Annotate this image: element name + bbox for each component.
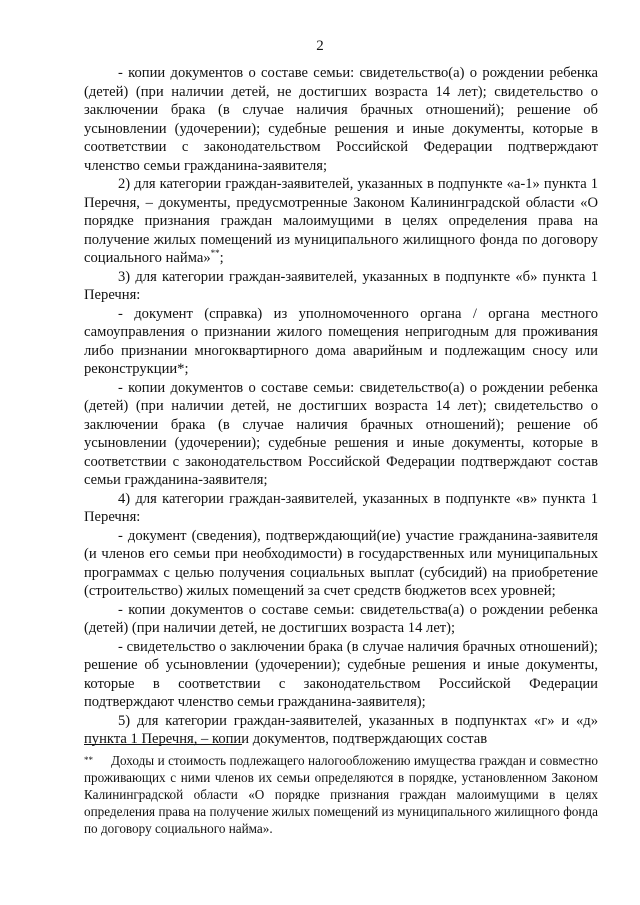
paragraph-program-participation: - документ (сведения), подтверждающий(ие) участие гражданина-заявителя (и членов его семьи при необходимости) в государственных или муниципальных программах с целью получения социальных выплат (субсидий) на приобретение (строительство) жилых помещений за счет средств бюджетов всех уровней;	[84, 527, 598, 599]
paragraph-marriage-certificate: - свидетельство о заключении брака (в случае наличия брачных отношений); решение об усыновлении (удочерении); судебные решения и иные документы, которые в соответствии с законодательством Российской Федерации подтверждают членство семьи гражданина-заявителя);	[84, 638, 598, 710]
footnote-reference: **	[210, 248, 220, 259]
paragraph-family-docs-1: - копии документов о составе семьи: свидетельство(а) о рождении ребенка (детей) (при наличии детей, не достигших возраста 14 лет); свидетельство о заключении брака (в случае наличия брачных отношений); решение об усыновлении (удочерении); судебные решения и иные документы, которые в соответствии с законодательством Российской Федерации подтверждают членство семьи гражданина-заявителя;	[84, 65, 598, 174]
document-body	[84, 64, 598, 749]
paragraph-item-4: 4) для категории граждан-заявителей, указанных в подпункте «в» пункта 1 Перечня:	[84, 490, 598, 525]
page-number: 2	[316, 38, 324, 54]
paragraph-item-3: 3) для категории граждан-заявителей, указанных в подпункте «б» пункта 1 Перечня:	[84, 268, 598, 303]
paragraph-item-2-text: 2) для категории граждан-заявителей, указанных в подпункте «а-1» пункта 1 Перечня, – документы, предусмотренные Законом Калининградской области «О порядке признания граждан малоимущими в целях определения права на получение жилых помещений из муниципального жилищного фонда по договору социального найма»	[84, 176, 598, 266]
paragraph-family-docs-3: - копии документов о составе семьи: свидетельства(а) о рождении ребенка (детей) (при наличии детей, не достигших возраста 14 лет);	[84, 601, 598, 636]
paragraph-item-2	[84, 175, 598, 268]
footnote	[84, 752, 598, 837]
footnote-mark: **	[84, 755, 93, 765]
paragraph-item-2-tail: ;	[219, 250, 224, 266]
footnote-text: Доходы и стоимость подлежащего налогообложению имущества граждан и совместно проживающих с ними членов их семьи определяются в порядке, установленном Законом Калининградской области «О порядке признания граждан малоимущими в целях определения права на получение жилых помещений из муниципального жилищного фонда по договору социального найма».	[84, 753, 598, 836]
paragraph-certificate: - документ (справка) из уполномоченного органа / органа местного самоуправления о признании жилого помещения непригодным для проживания либо признании многоквартирного дома аварийным и подлежащим сносу или реконструкции*;	[84, 305, 598, 377]
footnote-divider	[84, 744, 242, 745]
paragraph-item-5: 5) для категории граждан-заявителей, указанных в подпунктах «г» и «д» пункта 1 Перечня, – копии документов, подтверждающих состав	[84, 712, 598, 747]
paragraph-family-docs-2: - копии документов о составе семьи: свидетельство(а) о рождении ребенка (детей) (при наличии детей, не достигших возраста 14 лет); свидетельство о заключении брака (в случае наличия брачных отношений); решение об усыновлении (удочерении); судебные решения и иные документы, которые в соответствии с законодательством Российской Федерации подтверждают состав семьи гражданина-заявителя;	[84, 379, 598, 488]
